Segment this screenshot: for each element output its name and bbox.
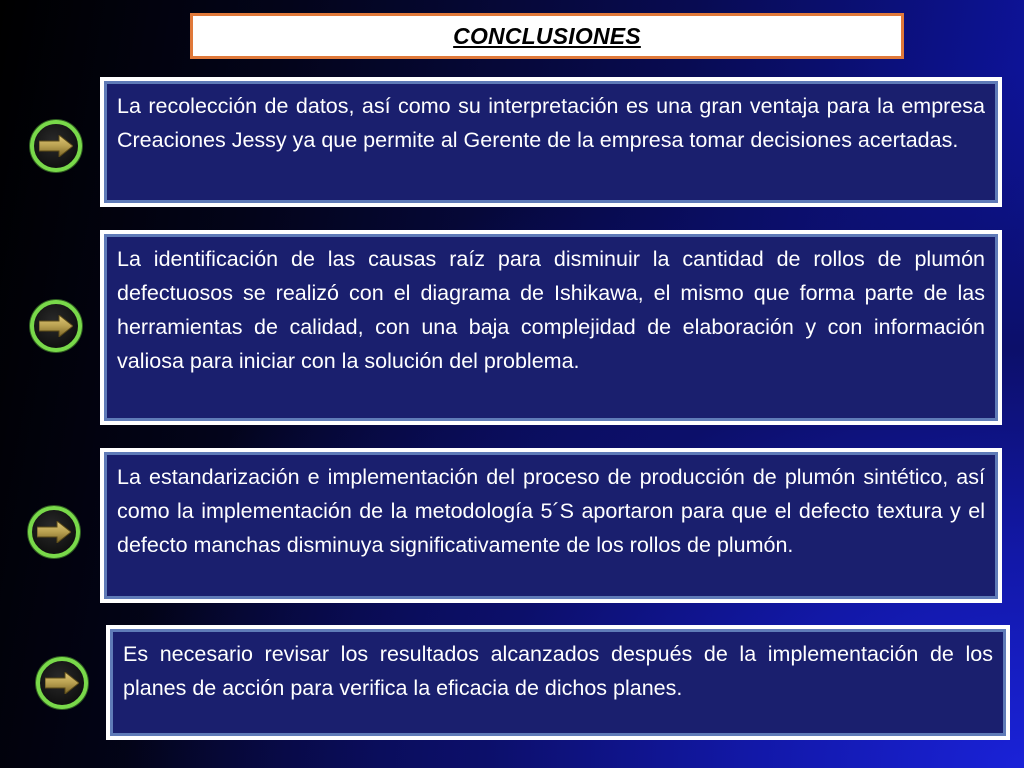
conclusion-card-3 xyxy=(100,448,1002,603)
right-arrow-icon xyxy=(30,300,82,352)
conclusion-card-1 xyxy=(100,77,1002,207)
conclusion-card-2 xyxy=(100,230,1002,425)
title-box xyxy=(190,13,904,59)
right-arrow-icon xyxy=(36,657,88,709)
page-title: CONCLUSIONES xyxy=(453,22,641,49)
right-arrow-icon xyxy=(30,120,82,172)
conclusion-text-3: La estandarización e implementación del proceso de producción de plumón sintético, así como la implementación de la metodología 5´S aportaron para que el defecto textura y el defecto manchas disminuya significativamente de los rollos de plumón. xyxy=(104,452,998,599)
right-arrow-icon xyxy=(28,506,80,558)
conclusion-text-2: La identificación de las causas raíz para disminuir la cantidad de rollos de plumón defectuosos se realizó con el diagrama de Ishikawa, el mismo que forma parte de las herramientas de calidad, con una baja complejidad de elaboración y con información valiosa para iniciar con la solución del problema. xyxy=(104,234,998,421)
conclusion-card-4 xyxy=(106,625,1010,740)
conclusion-text-1: La recolección de datos, así como su interpretación es una gran ventaja para la empresa Creaciones Jessy ya que permite al Gerente de la empresa tomar decisiones acertadas. xyxy=(104,81,998,203)
conclusion-text-4: Es necesario revisar los resultados alcanzados después de la implementación de los planes de acción para verifica la eficacia de dichos planes. xyxy=(110,629,1006,736)
